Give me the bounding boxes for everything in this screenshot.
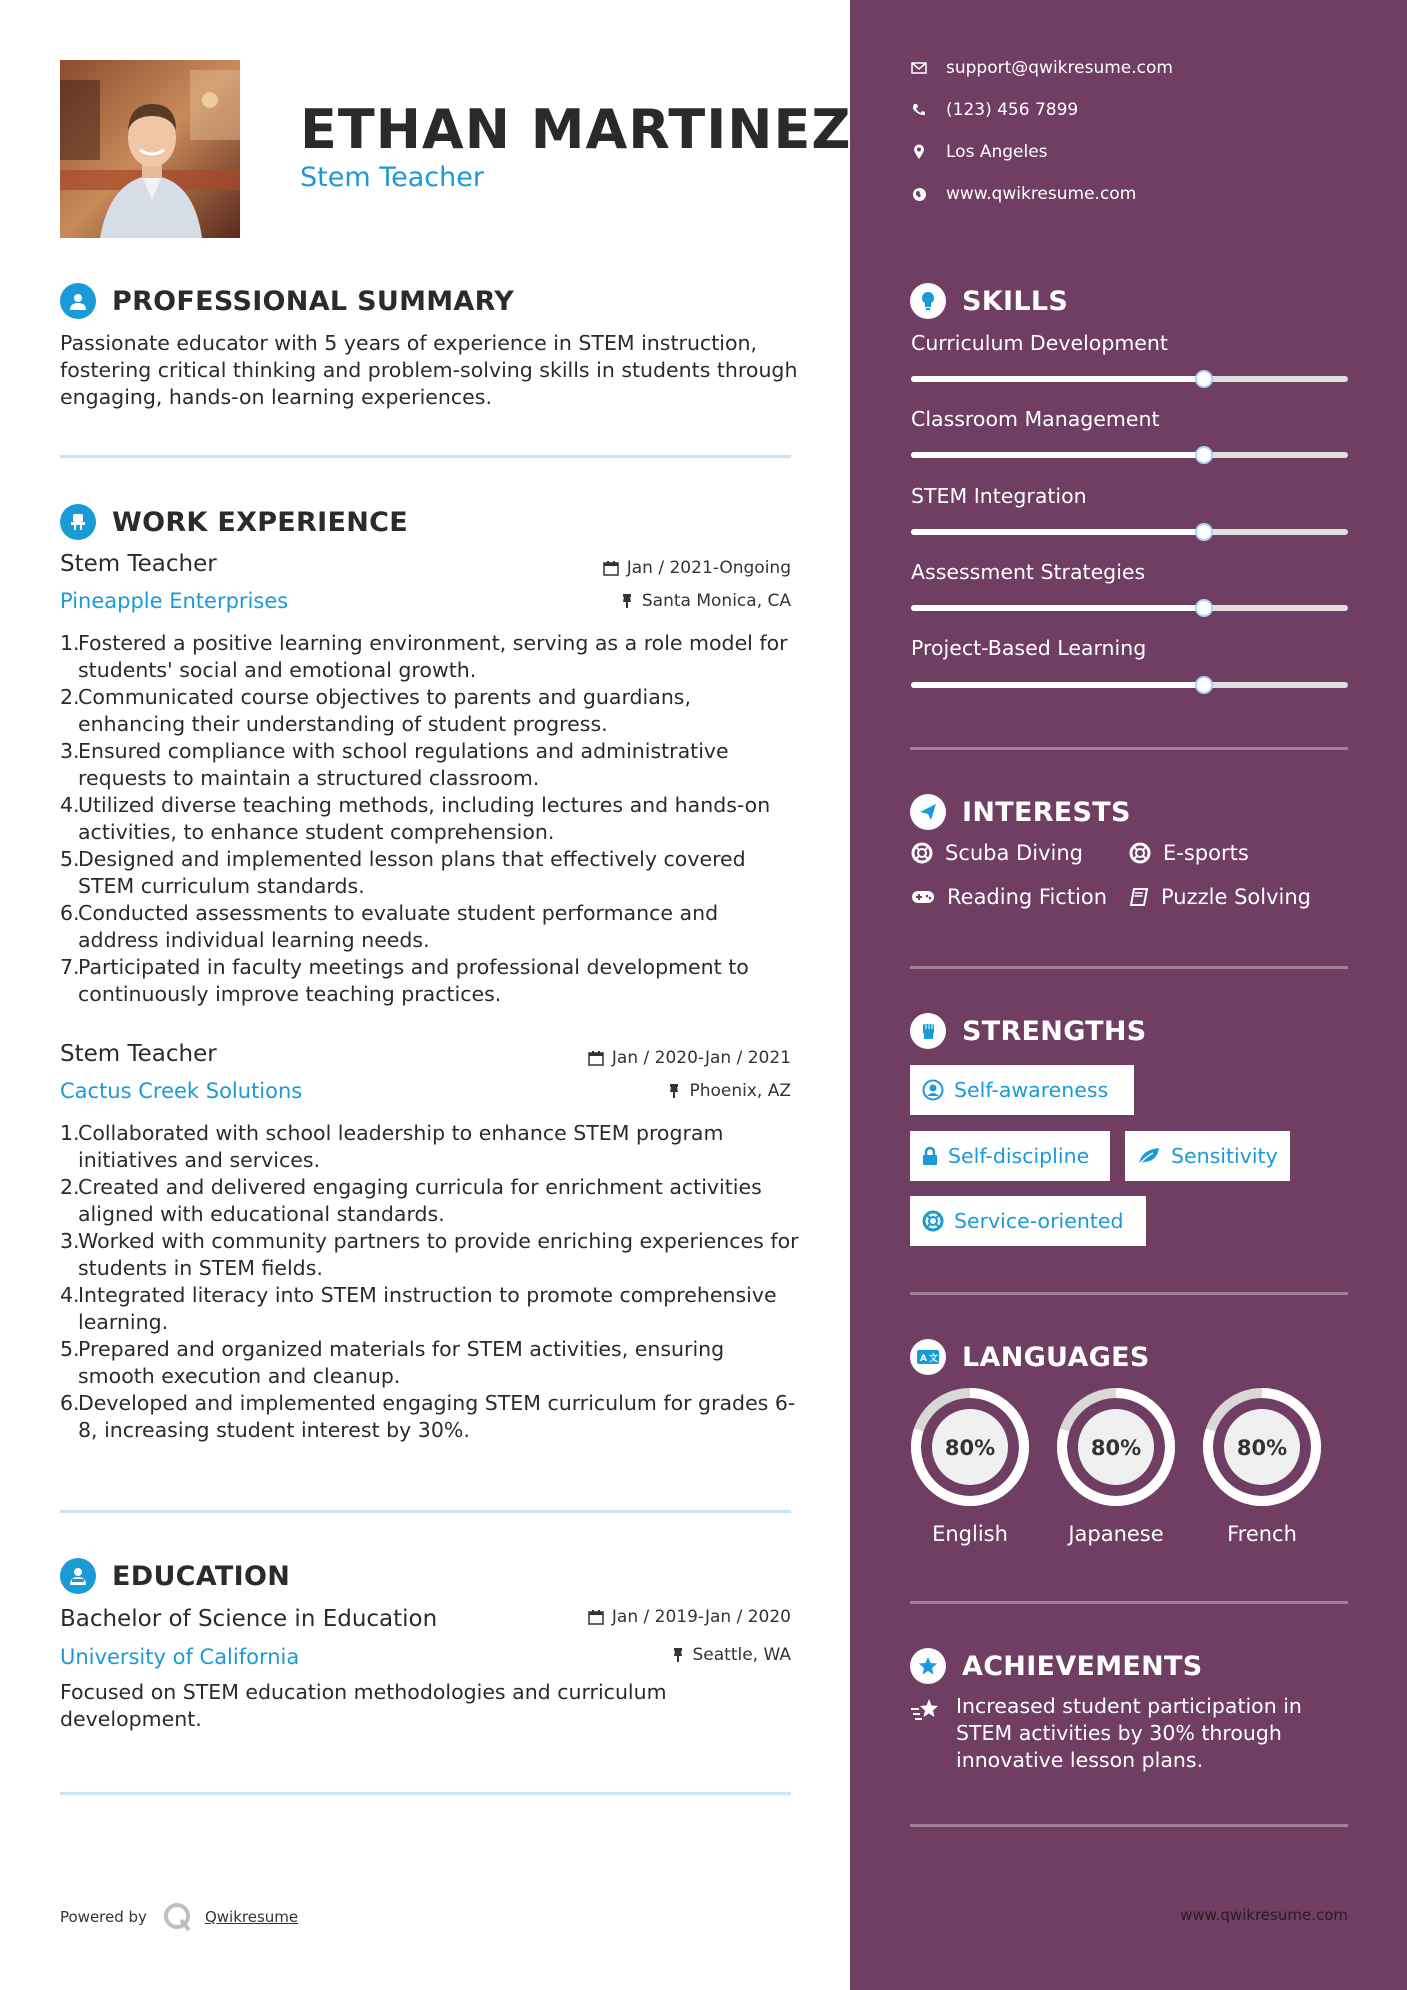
strength-chip: Service-oriented <box>910 1196 1146 1246</box>
language-name: English <box>932 1522 1008 1546</box>
education-location: Seattle, WA <box>671 1645 792 1665</box>
graduate-icon <box>60 1558 96 1594</box>
skill-bar <box>911 452 1348 458</box>
list-item: 3. Worked with community partners to provide enriching experiences for students in STEM fields. <box>60 1229 799 1280</box>
job-dates: Jan / 2021-Ongoing <box>603 558 791 578</box>
sidebar-divider <box>910 1824 1348 1827</box>
sidebar-divider <box>910 966 1348 969</box>
language-name: Japanese <box>1068 1522 1164 1546</box>
job-company: Cactus Creek Solutions <box>60 1079 303 1103</box>
skill-bar <box>911 605 1348 611</box>
calendar-icon <box>588 1050 604 1066</box>
list-item: 1. Fostered a positive learning environment, serving as a role model for students' social and emotional growth. <box>60 631 788 682</box>
list-item: 3. Ensured compliance with school regulations and administrative requests to maintain a structured classroom. <box>60 739 729 790</box>
interest-item: Reading Fiction <box>911 885 1107 909</box>
list-item: 6. Conducted assessments to evaluate student performance and address individual learning needs. <box>60 901 719 952</box>
globe-icon <box>912 187 927 202</box>
candidate-role: Stem Teacher <box>300 162 484 193</box>
user-icon <box>60 283 96 319</box>
calendar-icon <box>603 560 619 576</box>
leaf-icon <box>1137 1146 1161 1166</box>
skill-name: Assessment Strategies <box>911 560 1146 584</box>
skill-name: Classroom Management <box>911 407 1160 431</box>
sidebar-divider <box>910 1601 1348 1604</box>
list-item: 7. Participated in faculty meetings and professional development to continuously improve teaching practices. <box>60 955 749 1006</box>
section-divider <box>60 1510 791 1513</box>
qwikresume-logo-icon <box>163 1902 193 1932</box>
pin-icon <box>620 593 634 609</box>
school-name: University of California <box>60 1645 300 1669</box>
list-item: 6. Developed and implemented engaging STEM curriculum for grades 6-8, increasing student interest by 30%. <box>60 1391 796 1442</box>
contact-location: Los Angeles <box>910 142 1048 162</box>
powered-by: Powered by Qwikresume <box>60 1902 298 1932</box>
list-item: 5. Designed and implemented lesson plans that effectively covered STEM curriculum standards. <box>60 847 746 898</box>
lifebuoy-icon <box>911 842 933 864</box>
svg-text:80%: 80% <box>944 1436 996 1460</box>
education-heading: EDUCATION <box>60 1558 290 1594</box>
skill-bar <box>911 682 1348 688</box>
svg-text:80%: 80% <box>1236 1436 1288 1460</box>
language-gauge <box>1054 1385 1178 1513</box>
sidebar-divider <box>910 1292 1348 1295</box>
briefcase-icon <box>60 504 96 540</box>
fist-icon <box>910 1013 946 1049</box>
list-item: 4. Utilized diverse teaching methods, including lectures and hands-on activities, to enhance student comprehension. <box>60 793 771 844</box>
strength-chip: Self-discipline <box>910 1131 1110 1181</box>
brand-link[interactable]: Qwikresume <box>204 1908 299 1926</box>
job-dates: Jan / 2020-Jan / 2021 <box>588 1048 791 1068</box>
contact-email[interactable]: support@qwikresume.com <box>910 58 1173 78</box>
achievement-item: Increased student participation in STEM activities by 30% through innovative lesson plans. <box>910 1693 1350 1774</box>
section-divider <box>60 1792 791 1795</box>
interests-heading: INTERESTS <box>910 794 1131 830</box>
user-circle-icon <box>922 1079 944 1101</box>
strengths-heading: STRENGTHS <box>910 1013 1147 1049</box>
job-location: Phoenix, AZ <box>667 1081 791 1101</box>
education-description: Focused on STEM education methodologies and curriculum development. <box>60 1680 667 1731</box>
summary-text: Passionate educator with 5 years of experience in STEM instruction, fostering critical thinking and problem-solving skills in students through engaging, hands-on learning experiences. <box>60 331 798 409</box>
job-bullets <box>60 1120 800 1444</box>
profile-photo <box>60 60 240 238</box>
sidebar-divider <box>910 747 1348 750</box>
languages-heading: A 文 LANGUAGES <box>910 1339 1150 1375</box>
contact-website[interactable]: www.qwikresume.com <box>910 184 1136 204</box>
footer-url[interactable]: www.qwikresume.com <box>1180 1906 1348 1924</box>
job-company: Pineapple Enterprises <box>60 589 289 613</box>
book-icon <box>1129 887 1149 907</box>
job-bullets <box>60 630 800 1008</box>
achievements-heading: ACHIEVEMENTS <box>910 1648 1203 1684</box>
skills-heading: SKILLS <box>910 283 1068 319</box>
job-location: Santa Monica, CA <box>620 591 791 611</box>
contact-phone[interactable]: (123) 456 7899 <box>910 100 1078 120</box>
job-title: Stem Teacher <box>60 1041 217 1067</box>
experience-heading: WORK EXPERIENCE <box>60 504 408 540</box>
list-item: 2. Communicated course objectives to parents and guardians, enhancing their understanding of student progress. <box>60 685 692 736</box>
svg-text:80%: 80% <box>1090 1436 1142 1460</box>
pin-icon <box>671 1647 685 1663</box>
svg-text:A: A <box>920 1354 927 1364</box>
lightbulb-icon <box>910 283 946 319</box>
list-item: 1. Collaborated with school leadership to enhance STEM program initiatives and services. <box>60 1121 724 1172</box>
skill-name: Project-Based Learning <box>911 636 1147 660</box>
strength-chip: Self-awareness <box>910 1065 1134 1115</box>
list-item: 4. Integrated literacy into STEM instruction to promote comprehensive learning. <box>60 1283 777 1334</box>
interest-item: Puzzle Solving <box>1129 885 1311 909</box>
language-gauge <box>1200 1385 1324 1513</box>
interest-item: Scuba Diving <box>911 841 1083 865</box>
skill-bar <box>911 529 1348 535</box>
interest-item: E-sports <box>1129 841 1249 865</box>
paper-plane-icon <box>910 794 946 830</box>
phone-icon <box>912 103 926 117</box>
lock-icon <box>922 1146 938 1166</box>
svg-text:文: 文 <box>929 1354 939 1364</box>
envelope-icon <box>911 62 927 74</box>
skill-bar <box>911 376 1348 382</box>
degree-title: Bachelor of Science in Education <box>60 1606 438 1632</box>
gamepad-icon <box>911 889 935 905</box>
list-item: 5. Prepared and organized materials for STEM activities, ensuring smooth execution and cleanup. <box>60 1337 725 1388</box>
list-item: 2. Created and delivered engaging curricula for enrichment activities aligned with educational standards. <box>60 1175 762 1226</box>
summary-heading: PROFESSIONAL SUMMARY <box>60 283 514 319</box>
strength-chip: Sensitivity <box>1125 1131 1290 1181</box>
lifebuoy-icon <box>1129 842 1151 864</box>
skill-name: STEM Integration <box>911 484 1087 508</box>
candidate-name: ETHAN MARTINEZ <box>300 98 852 161</box>
pin-icon <box>667 1083 681 1099</box>
language-name: French <box>1227 1522 1297 1546</box>
star-badge-icon <box>910 1648 946 1684</box>
map-marker-icon <box>913 144 925 160</box>
calendar-icon <box>588 1609 604 1625</box>
shooting-star-icon <box>910 1697 940 1723</box>
translate-icon <box>910 1339 946 1375</box>
language-gauge <box>908 1385 1032 1513</box>
skill-name: Curriculum Development <box>911 331 1168 355</box>
education-dates: Jan / 2019-Jan / 2020 <box>588 1607 791 1627</box>
section-divider <box>60 455 791 458</box>
lifebuoy-icon <box>922 1210 944 1232</box>
job-title: Stem Teacher <box>60 551 217 577</box>
